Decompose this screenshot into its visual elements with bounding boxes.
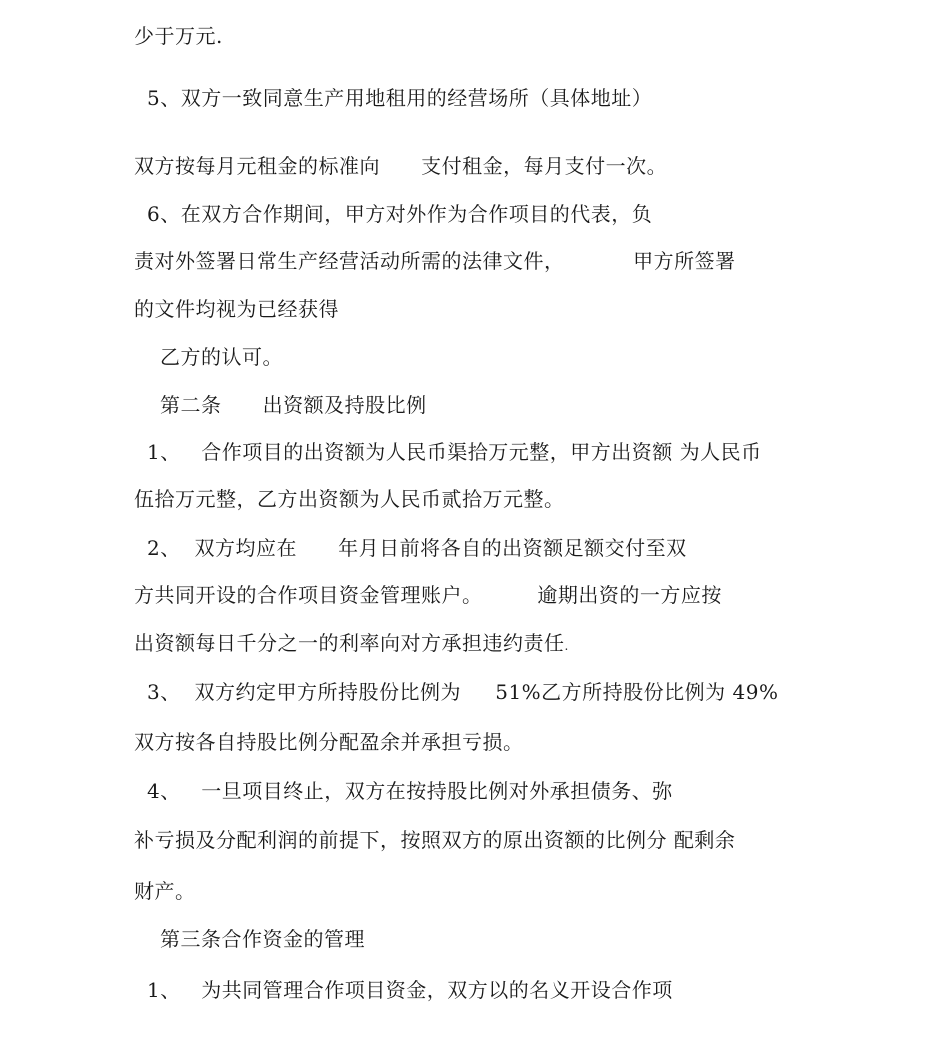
text-line-1: 少于万元. [134,24,223,48]
trailing-dot: . [564,639,569,653]
section-heading-2: 第二条 出资额及持股比例 [160,393,427,417]
text-line-9: 1、 合作项目的出资额为人民币渠拾万元整，甲方出资额 为人民币 [147,440,762,464]
section-heading-3: 第三条合作资金的管理 [160,927,365,951]
text-line-4: 6、在双方合作期间，甲方对外作为合作项目的代表，负 [147,202,653,226]
text-line-15: 双方按各自持股比例分配盈余并承担亏损。 [134,730,524,754]
text-line-13 [134,631,569,658]
text-line-20: 1、 为共同管理合作项目资金，双方以的名义开设合作项 [147,978,673,1002]
text-line-13-body: 出资额每日千分之一的利率向对方承担违约责任 [134,631,565,655]
text-line-2: 5、双方一致同意生产用地租用的经营场所（具体地址） [147,86,653,110]
text-line-12: 方共同开设的合作项目资金管理账户。 逾期出资的一方应按 [134,583,722,607]
text-line-7: 乙方的认可。 [160,345,283,369]
text-line-3: 双方按每月元租金的标准向 支付租金，每月支付一次。 [134,154,668,178]
text-line-10: 伍拾万元整，乙方出资额为人民币贰拾万元整。 [134,487,565,511]
text-line-17: 补亏损及分配利润的前提下，按照双方的原出资额的比例分 配剩余 [134,828,736,852]
text-line-16: 4、 一旦项目终止，双方在按持股比例对外承担债务、弥 [147,779,673,803]
text-line-6: 的文件均视为已经获得 [134,297,339,321]
text-line-18: 财产。 [134,879,196,903]
text-line-11: 2、 双方均应在 年月日前将各自的出资额足额交付至双 [147,536,687,560]
text-line-5: 责对外签署日常生产经营活动所需的法律文件， 甲方所签署 [134,249,736,273]
text-line-14: 3、 双方约定甲方所持股份比例为 51%乙方所持股份比例为 49% [147,680,779,704]
